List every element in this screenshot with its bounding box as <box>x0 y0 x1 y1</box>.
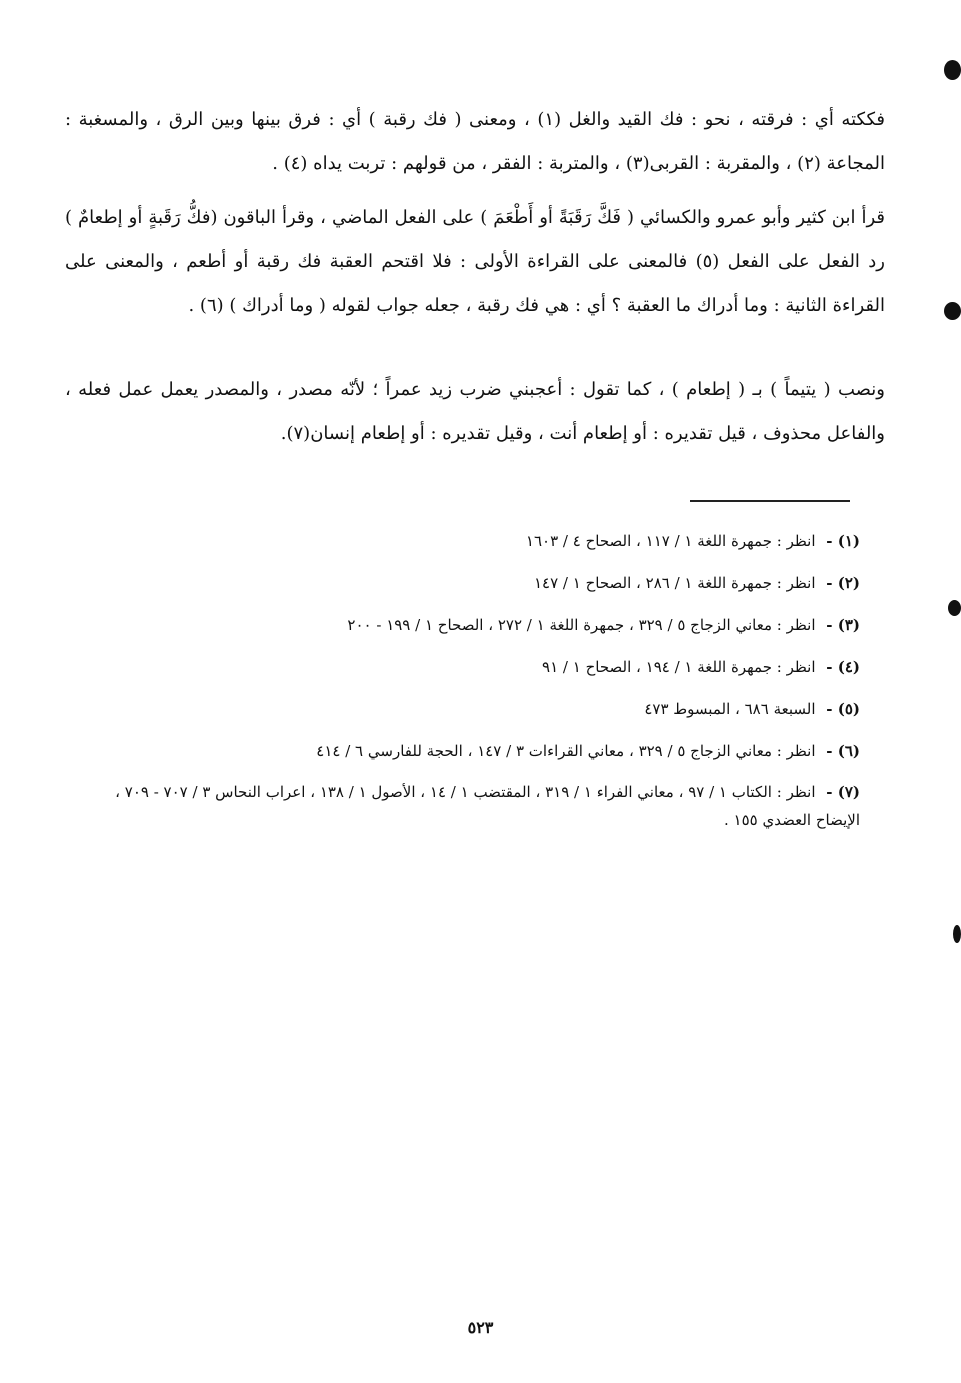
body-paragraph-2: قرأ ابن كثير وأبو عمرو والكسائي ( فَكَّ رَقَبَةً أو أَطْعَمَ ) على الفعل الماضي ، وقرأ الباقون (فكُّ رَقَبةٍ أو إطعامٌ ) رد الفعل على الفعل (٥) فالمعنى على القراءة الأولى : فلا اقتحم العقبة فك رقبة أو أطعم ، والمعنى على القراءة الثانية : وما أدراك ما العقبة ؟ أي : هي فك رقبة ، جعله جواب لقوله ( وما أدراك ) (٦) . <box>65 207 886 316</box>
footnote-separator <box>690 500 850 502</box>
body-paragraph-3: ونصب ( يتيماً ) بـ ( إطعام ) ، كما تقول : أعجبني ضرب زيد عمراً ؛ لأنّه مصدر ، والمصدر يعمل عمل فعله ، والفاعل محذوف ، قيل تقديره : أو إطعام أنت ، وقيل تقديره : أو إطعام إنسان(٧). <box>65 379 885 444</box>
footnote-number: (٥) - <box>826 700 860 718</box>
page-number: ٥٢٣ <box>467 1318 494 1337</box>
footnote-4 <box>100 646 860 688</box>
body-paragraph-1: فككته أي : فرقته ، نحو : فك القيد والغل (١) ، ومعنى ( فك رقبة ) أي : فرق بينها وبين الرق ، والمسغبة : المجاعة (٢) ، والمقربة : القربى(٣) ، والمتربة : الفقر ، من قولهم : تربت يداه (٤) . <box>65 109 885 174</box>
footnote-5 <box>100 688 860 730</box>
punch-hole-mark <box>953 925 961 943</box>
footnote-text: السبعة ٦٨٦ ، المبسوط ٤٧٣ <box>644 700 816 718</box>
footnote-3 <box>100 604 860 646</box>
footnote-number: (٤) - <box>826 658 860 676</box>
footnote-number: (١) - <box>826 532 860 550</box>
footnote-text: انظر : الكتاب ١ / ٩٧ ، معاني الفراء ١ / ٣١٩ ، المقتضب ١ / ١٤ ، الأصول ١ / ١٣٨ ، اعراب النحاس ٣ / ٧٠٧ - ٧٠٩ ، الإيضاح العضدي ١٥٥ . <box>115 783 860 829</box>
footnotes <box>100 520 860 834</box>
footnote-text: انظر : جمهرة اللغة ١ / ٢٨٦ ، الصحاح ١ / ١٤٧ <box>533 574 816 592</box>
footnote-2 <box>100 562 860 604</box>
footnote-number: (٢) - <box>826 574 860 592</box>
footnote-number: (٣) - <box>826 616 860 634</box>
footnote-text: انظر : معاني الزجاج ٥ / ٣٢٩ ، معاني القراءات ٣ / ١٤٧ ، الحجة للفارسي ٦ / ٤١٤ <box>316 742 816 760</box>
punch-hole-mark <box>944 60 961 80</box>
footnote-1 <box>100 520 860 562</box>
footnote-7 <box>100 772 860 834</box>
footnote-number: (٦) - <box>826 742 860 760</box>
punch-hole-mark <box>948 600 961 616</box>
punch-hole-mark <box>944 302 961 320</box>
footnote-number: (٧) - <box>826 783 860 801</box>
footnote-6 <box>100 730 860 772</box>
footnote-text: انظر : جمهرة اللغة ١ / ١١٧ ، الصحاح ٤ / ١٦٠٣ <box>525 532 816 550</box>
footnote-text: انظر : معاني الزجاج ٥ / ٣٢٩ ، جمهرة اللغة ١ / ٢٧٢ ، الصحاح ١ / ١٩٩ - ٢٠٠ <box>347 616 816 634</box>
footnote-text: انظر : جمهرة اللغة ١ / ١٩٤ ، الصحاح ١ / ٩١ <box>542 658 816 676</box>
